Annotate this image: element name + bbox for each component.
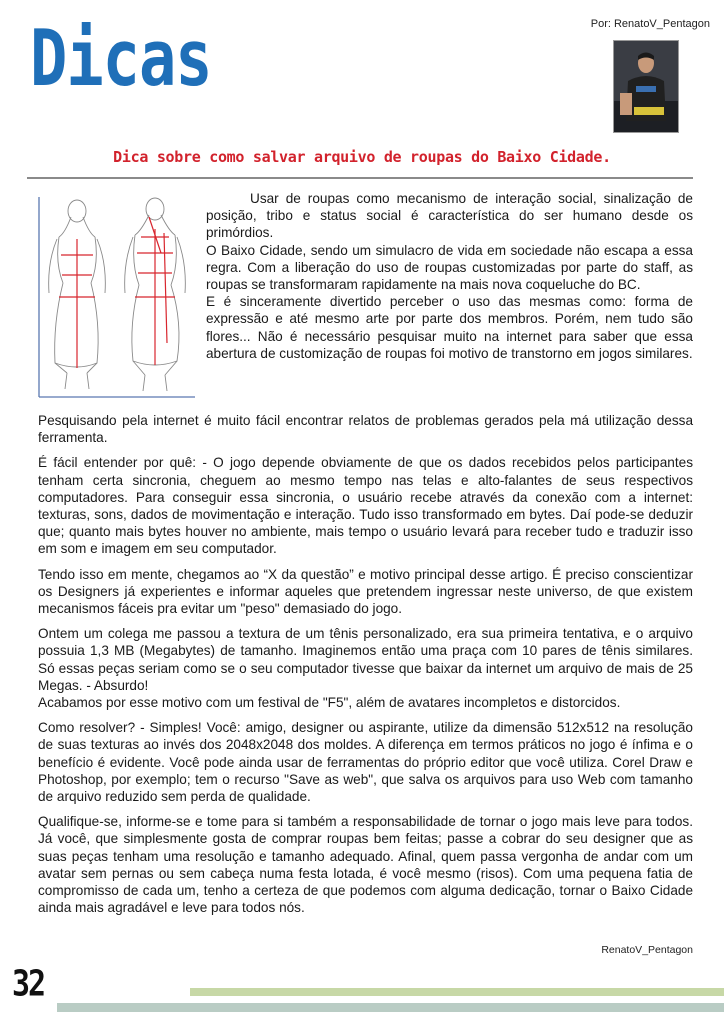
author-signature: RenatoV_Pentagon: [601, 944, 693, 956]
body-paragraph: É fácil entender por quê: - O jogo depende obviamente de que os dados recebidos pelos participantes tenham certa sincronia, cheguem ao mesmo tempo nas telas e alto-falantes de seus respectivos computadores. Para conseguir essa sincronia, o usuário recebe através da conexão com a internet: texturas, sons, dados de movimentação e interação. Tudo isso transformado em bytes. Daí pode-se deduzir que; quanto mais bytes houver no ambiente, mais tempo o usuário levará para receber tudo e traduzir isso em som e imagem em seu computador.: [38, 455, 693, 557]
body-paragraph: Ontem um colega me passou a textura de um tênis personalizado, era sua primeira tentativa, e o arquivo possuia 1,3 MB (Megabytes) de tamanho. Imaginemos então uma praça com 10 pares de tênis similares. Só essas peças seriam como se o seu computador tivesse que baixar da internet um arquivo de mais de 25 Megas. - Absurdo!: [38, 626, 693, 693]
article-subtitle: Dica sobre como salvar arquivo de roupas do Baixo Cidade.: [113, 148, 611, 166]
author-credit: Por: RenatoV_Pentagon: [590, 18, 710, 30]
page-number: 32: [12, 963, 45, 1005]
dress-illustration: [37, 193, 197, 399]
body-paragraph: Qualifique-se, informe-se e tome para si também a responsabilidade de tornar o jogo mais leve para todos. Já você, que simplesmente gosta de comprar roupas bem feitas; passe a cobrar do seu designer que as suas peças tenham uma resolução e tamanho adequado. Afinal, quem passa vergonha de andar com um avatar sem pernas ou sem cabeça numa festa lotada, é você mesmo (risos). Com uma pequena fatia de compromisso de cada um, tenho a certeza de que podemos com alguma dedicação, tornar o Baixo Cidade ainda mais agradável e leve para todos nós.: [38, 814, 693, 916]
footer-bar-dark: [57, 1003, 724, 1012]
body-paragraph: Tendo isso em mente, chegamos ao “X da questão” e motivo principal desse artigo. É preciso conscientizar os Designers já experientes e informar aqueles que pretendem ingressar neste universo, de que existem mecanismos fáceis pra evitar um "peso" demasiado do jogo.: [38, 566, 693, 617]
intro-text: [206, 190, 693, 362]
divider-rule: [27, 177, 693, 179]
body-paragraph: Pesquisando pela internet é muito fácil encontrar relatos de problemas gerados pela má utilização dessa ferramenta.: [38, 413, 693, 446]
intro-paragraph: Usar de roupas como mecanismo de interação social, sinalização de posição, tribo e status social é característica do ser humano desde os primórdios.: [206, 191, 693, 241]
dress-sketch-image: [37, 193, 197, 399]
body-paragraph: Como resolver? - Simples! Você: amigo, designer ou aspirante, utilize da dimensão 512x512 na resolução de suas texturas ao invés dos 2048x2048 dos moldes. A diferença em termos práticos no jogo é ínfima e o benefício é evidente. Você pode ainda usar de ferramentas do próprio editor que você utiliza. Corel Draw e Photoshop, por exemplo; tem o recurso "Save as web", que salva os arquivos para uso Web com tamanho de arquivo reduzido sem perda de qualidade.: [38, 720, 693, 805]
author-photo: [613, 40, 679, 133]
author-photo-image: [614, 41, 678, 132]
footer-bar-light: [190, 988, 724, 996]
intro-paragraph: E é sinceramente divertido perceber o uso das mesmas como: forma de expressão e até mesmo arte por parte dos membros. Porém, nem tudo são flores... Não é necessário pesquisar muito na internet para saber que essa abertura de customização de roupas foi motivo de transtorno em jogos similares.: [206, 294, 693, 361]
intro-paragraph: O Baixo Cidade, sendo um simulacro de vida em sociedade não escapa a essa regra. Com a liberação do uso de roupas customizadas por parte do staff, as roupas se transformaram rapidamente na mais nova coqueluche do BC.: [206, 242, 693, 293]
article-body: [38, 412, 693, 924]
page-title: Dicas: [30, 12, 212, 104]
body-paragraph: Acabamos por esse motivo com um festival de "F5", além de avatares incompletos e distorcidos.: [38, 695, 621, 711]
